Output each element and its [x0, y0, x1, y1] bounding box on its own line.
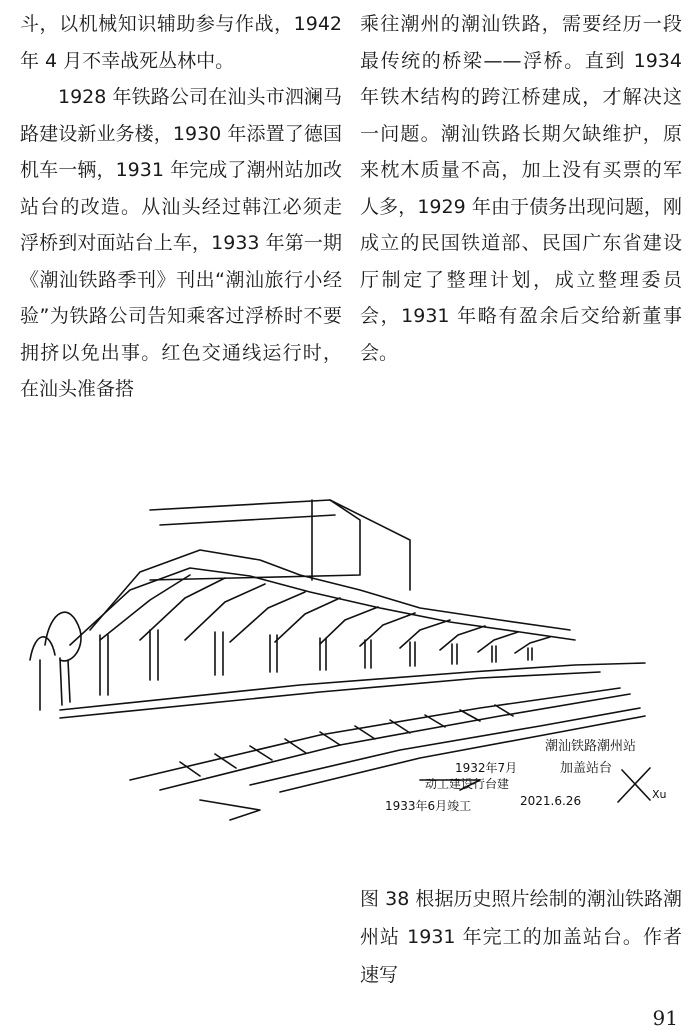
sketch-note-subtitle: 加盖站台	[560, 761, 613, 776]
sketch-note-construct: 动工建设行台建	[425, 777, 510, 791]
sketch-note-complete: 1933年6月竣工	[385, 799, 472, 813]
left-text-column	[20, 6, 342, 408]
paragraph: 1928 年铁路公司在汕头市泗澜马路建设新业务楼，1930 年添置了德国机车一辆，1931 年完成了潮州站加改站台的改造。从汕头经过韩江必须走浮桥到对面站台上车，1933 年第一期《潮汕铁路季刊》刊出“潮汕旅行小经验”为铁路公司告知乘客过浮桥时不要拥挤以免出事。红色交通线运行时，在汕头准备搭	[20, 86, 342, 400]
page-number: 91	[652, 1006, 678, 1030]
right-text-column	[360, 6, 682, 371]
sketch-note-title: 潮汕铁路潮州站	[545, 739, 637, 754]
sketch-note-start: 1932年7月	[455, 761, 518, 775]
station-sketch-illustration	[0, 480, 700, 840]
figure-caption: 图 38 根据历史照片绘制的潮汕铁路潮州站 1931 年完工的加盖站台。作者速写	[360, 888, 682, 986]
paragraph: 乘往潮州的潮汕铁路，需要经历一段最传统的桥梁——浮桥。直到 1934 年铁木结构的跨江桥建成，才解决这一问题。潮汕铁路长期欠缺维护，原来枕木质量不高，加上没有买票的军人多，1929 年由于债务出现问题，刚成立的民国铁道部、民国广东省建设厅制定了整理计划，成立整理委员会，1931 年略有盈余后交给新董事会。	[360, 13, 682, 364]
sketch-signature: Xu	[652, 788, 667, 801]
paragraph: 斗，以机械知识辅助参与作战，1942 年 4 月不幸战死丛林中。	[20, 13, 342, 72]
sketch-date: 2021.6.26	[520, 794, 582, 808]
